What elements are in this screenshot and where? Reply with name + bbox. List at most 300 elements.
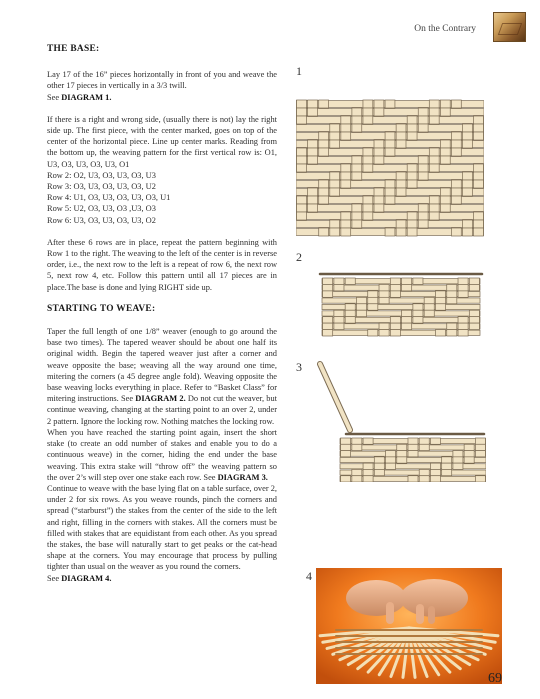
diagram-3-insert-stake xyxy=(300,356,486,482)
text-column xyxy=(47,44,277,584)
vertical-strip-segment xyxy=(352,124,362,132)
vertical-strip-segment xyxy=(429,116,439,124)
vertical-strip-segment xyxy=(429,156,439,164)
vertical-strip-segment xyxy=(440,204,450,212)
vertical-strip-segment xyxy=(345,317,355,323)
row-4: Row 4: U1, O3, U3, O3, U3, O3, U1 xyxy=(47,193,171,203)
vertical-strip-segment xyxy=(385,228,395,236)
vertical-strip-segment xyxy=(435,304,445,310)
vertical-strip-segment xyxy=(474,220,484,228)
vertical-strip-segment xyxy=(408,444,418,450)
vertical-strip-segment xyxy=(447,323,457,329)
vertical-strip-segment xyxy=(363,469,373,475)
vertical-strip-segment xyxy=(462,140,472,148)
vertical-strip-segment xyxy=(451,148,461,156)
vertical-strip-segment xyxy=(430,438,440,444)
vertical-strip-segment xyxy=(379,291,389,297)
vertical-strip-segment xyxy=(352,164,362,172)
vertical-strip-segment xyxy=(440,188,450,196)
vertical-strip-segment xyxy=(474,212,484,220)
vertical-strip-segment xyxy=(356,297,366,303)
vertical-strip-segment xyxy=(308,140,318,148)
vertical-strip-segment xyxy=(352,438,362,444)
vertical-strip-segment xyxy=(385,100,395,108)
vertical-strip-segment xyxy=(323,317,333,323)
page-number: 69 xyxy=(488,671,502,686)
vertical-strip-segment xyxy=(363,108,373,116)
vertical-strip-segment xyxy=(424,304,434,310)
vertical-strip-segment xyxy=(396,124,406,132)
vertical-strip-segment xyxy=(462,228,472,236)
vertical-strip-segment xyxy=(397,457,407,463)
vertical-strip-segment xyxy=(374,148,384,156)
vertical-strip-segment xyxy=(330,188,340,196)
paragraph-text: Taper the full length of one 1/8” weaver (enough to go around the base two times). The tapered weaver should be about one half its original width. Begin the tapered weaver just after a corner and weave opposite the base; weaving all the way around one time, mitering the corners (a 45 degree angle fold). Weaving opposite the base weaving locks everything in place. Refer to “Basket Class” for mitering instructions. See xyxy=(47,327,277,404)
vertical-strip-segment xyxy=(429,196,439,204)
vertical-strip-segment xyxy=(435,291,445,297)
see-text: See xyxy=(47,573,62,583)
vertical-strip-segment xyxy=(323,291,333,297)
vertical-strip-segment xyxy=(341,180,351,188)
vertical-strip-segment xyxy=(379,323,389,329)
vertical-strip-segment xyxy=(396,220,406,228)
vertical-strip-segment xyxy=(474,180,484,188)
vertical-strip-segment xyxy=(442,463,452,469)
vertical-strip-segment xyxy=(469,278,479,284)
vertical-strip-segment xyxy=(385,188,395,196)
vertical-strip-segment xyxy=(418,164,428,172)
horizontal-strip xyxy=(340,464,486,469)
vertical-strip-segment xyxy=(390,323,400,329)
base-heading: THE BASE: xyxy=(47,44,100,54)
vertical-strip-segment xyxy=(319,132,329,140)
vertical-strip-segment xyxy=(385,140,395,148)
vertical-strip-segment xyxy=(308,188,318,196)
vertical-strip-segment xyxy=(396,188,406,196)
vertical-strip-segment xyxy=(374,469,384,475)
vertical-strip-segment xyxy=(475,438,485,444)
vertical-strip-segment xyxy=(429,148,439,156)
vertical-strip-segment xyxy=(447,291,457,297)
vertical-strip-segment xyxy=(297,164,307,172)
vertical-strip-segment xyxy=(352,156,362,164)
vertical-strip-segment xyxy=(407,220,417,228)
vertical-strip-segment xyxy=(334,310,344,316)
vertical-strip-segment xyxy=(440,196,450,204)
vertical-strip-segment xyxy=(447,297,457,303)
vertical-strip-segment xyxy=(462,172,472,180)
vertical-strip-segment xyxy=(402,278,412,284)
vertical-strip-segment xyxy=(319,140,329,148)
vertical-strip-segment xyxy=(390,284,400,290)
vertical-strip-segment xyxy=(334,323,344,329)
vertical-strip-segment xyxy=(469,323,479,329)
vertical-strip-segment xyxy=(374,156,384,164)
diagram-4-number: 4 xyxy=(306,569,312,583)
vertical-strip-segment xyxy=(407,132,417,140)
row-6: Row 6: U3, O3, U3, O3, U3, O2 xyxy=(47,215,156,225)
vertical-strip-segment xyxy=(352,204,362,212)
horizontal-strip xyxy=(296,213,484,220)
vertical-strip-segment xyxy=(330,124,340,132)
vertical-strip-segment xyxy=(379,330,389,336)
vertical-strip-segment xyxy=(297,212,307,220)
vertical-strip-segment xyxy=(442,469,452,475)
paragraph-continue-weave: Continue to weave with the base lying flat on a table surface, over 2, under 2 for six rows. As you weave rounds, pinch the corners and spread (“starburst”) the stakes from the center of the side to the left and right, filling in the corners with stakes. All the corners must be filled with stakes that are equidistant from each other. As you spread the stakes, the base will naturally start to get peaks or the cat-head shape at the corners. You may encourage that process by pulling tighter than usual on the weaver as you round the corners. xyxy=(47,483,278,572)
vertical-strip-segment xyxy=(458,330,468,336)
vertical-strip-segment xyxy=(396,172,406,180)
paragraph-taper xyxy=(47,326,277,427)
row-5: Row 5: U2, O3, U3, O3 ,U3, O3 xyxy=(47,204,156,214)
vertical-strip-segment xyxy=(474,164,484,172)
vertical-strip-segment xyxy=(385,148,395,156)
vertical-strip-segment xyxy=(451,196,461,204)
vertical-strip-segment xyxy=(341,124,351,132)
vertical-strip-segment xyxy=(469,317,479,323)
paragraph-text: Lay 17 of the 16” pieces horizontally in front of you and weave the other 17 pieces in vertically in a 3/3 twill. xyxy=(47,70,277,91)
vertical-strip-segment xyxy=(374,204,384,212)
paragraph-lay-pieces xyxy=(47,69,277,103)
vertical-strip-segment xyxy=(407,228,417,236)
vertical-strip-segment xyxy=(413,310,423,316)
vertical-strip-segment xyxy=(469,284,479,290)
vertical-strip-segment xyxy=(442,457,452,463)
horizontal-strip xyxy=(296,109,484,116)
row-3: Row 3: O3, U3, O3, U3, O3, U2 xyxy=(47,182,156,192)
vertical-strip-segment xyxy=(418,116,428,124)
vertical-strip-segment xyxy=(374,196,384,204)
vertical-strip-segment xyxy=(297,204,307,212)
vertical-strip-segment xyxy=(407,124,417,132)
row-2: Row 2: O2, U3, O3, U3, O3, U3 xyxy=(47,170,156,180)
vertical-strip-segment xyxy=(458,317,468,323)
paragraph-repeat-pattern: After these 6 rows are in place, repeat the pattern beginning with Row 1 to the right. The weaving to the left of the center is in reverse order, i.e., the next row to the left is a repeat of row 6, the next row 5, next row 4, etc. Follow this pattern until all 17 pieces are in place.The base is done and lying RIGHT side up. xyxy=(47,237,277,292)
vertical-strip-segment xyxy=(308,156,318,164)
horizontal-strip xyxy=(296,125,484,132)
vertical-strip-segment xyxy=(330,140,340,148)
vertical-strip-segment xyxy=(330,180,340,188)
finger-shape xyxy=(428,606,435,624)
diagram-4-photo xyxy=(316,568,502,684)
vertical-strip-segment xyxy=(408,451,418,457)
vertical-strip-segment xyxy=(451,188,461,196)
vertical-strip-segment xyxy=(341,212,351,220)
vertical-strip-segment xyxy=(474,132,484,140)
vertical-strip-segment xyxy=(396,140,406,148)
vertical-strip-segment xyxy=(374,457,384,463)
vertical-strip-segment xyxy=(402,284,412,290)
diagram-2-strips xyxy=(320,274,482,336)
vertical-strip-segment xyxy=(458,323,468,329)
vertical-strip-segment xyxy=(418,108,428,116)
vertical-strip-segment xyxy=(319,228,329,236)
vertical-strip-segment xyxy=(440,156,450,164)
vertical-strip-segment xyxy=(319,100,329,108)
vertical-strip-segment xyxy=(464,451,474,457)
starting-heading: STARTING TO WEAVE: xyxy=(47,303,156,314)
vertical-strip-segment xyxy=(352,172,362,180)
vertical-strip-segment xyxy=(419,469,429,475)
horizontal-strip xyxy=(296,205,484,212)
vertical-strip-segment xyxy=(402,310,412,316)
vertical-strip-segment xyxy=(419,444,429,450)
finger-shape xyxy=(386,602,394,624)
vertical-strip-segment xyxy=(297,100,307,108)
vertical-strip-segment xyxy=(407,164,417,172)
vertical-strip-segment xyxy=(363,476,373,482)
vertical-strip-segment xyxy=(386,457,396,463)
vertical-strip-segment xyxy=(390,330,400,336)
vertical-strip-segment xyxy=(435,297,445,303)
vertical-strip-segment xyxy=(352,108,362,116)
vertical-strip-segment xyxy=(402,323,412,329)
vertical-strip-segment xyxy=(397,444,407,450)
vertical-strip-segment xyxy=(334,284,344,290)
vertical-strip-segment xyxy=(352,116,362,124)
vertical-strip-segment xyxy=(418,156,428,164)
vertical-strip-segment xyxy=(297,196,307,204)
vertical-strip-segment xyxy=(458,284,468,290)
vertical-strip-segment xyxy=(385,196,395,204)
vertical-strip-segment xyxy=(341,132,351,140)
vertical-strip-segment xyxy=(474,124,484,132)
vertical-strip-segment xyxy=(356,304,366,310)
vertical-strip-segment xyxy=(429,108,439,116)
vertical-strip-segment xyxy=(368,304,378,310)
diagram-2-number: 2 xyxy=(296,250,302,264)
vertical-strip-segment xyxy=(419,476,429,482)
diagram-3-number: 3 xyxy=(296,360,302,374)
vertical-strip-segment xyxy=(352,469,362,475)
vertical-strip-segment xyxy=(330,228,340,236)
vertical-strip-segment xyxy=(475,444,485,450)
vertical-strip-segment xyxy=(341,172,351,180)
vertical-strip-segment xyxy=(319,188,329,196)
vertical-strip-segment xyxy=(402,317,412,323)
header-thumbnail-image xyxy=(493,12,526,42)
vertical-strip-segment xyxy=(323,323,333,329)
vertical-strip-segment xyxy=(374,140,384,148)
vertical-strip-segment xyxy=(464,444,474,450)
vertical-strip-segment xyxy=(341,451,351,457)
vertical-strip-segment xyxy=(297,116,307,124)
diagram-2-locking-row xyxy=(318,262,484,340)
vertical-strip-segment xyxy=(363,196,373,204)
horizontal-strip xyxy=(296,165,484,172)
vertical-strip-segment xyxy=(462,180,472,188)
horizontal-strip xyxy=(296,157,484,164)
vertical-strip-segment xyxy=(453,457,463,463)
diagram-3-ref: DIAGRAM 3. xyxy=(217,472,268,482)
vertical-strip-segment xyxy=(386,451,396,457)
vertical-strip-segment xyxy=(363,164,373,172)
vertical-strip-segment xyxy=(363,116,373,124)
vertical-strip-segment xyxy=(407,212,417,220)
vertical-strip-segment xyxy=(451,100,461,108)
vertical-strip-segment xyxy=(385,180,395,188)
left-hand-shape xyxy=(346,580,406,616)
vertical-strip-segment xyxy=(363,438,373,444)
vertical-strip-segment xyxy=(430,463,440,469)
vertical-strip-segment xyxy=(334,278,344,284)
paragraph-short-stake xyxy=(47,427,277,483)
vertical-strip-segment xyxy=(352,476,362,482)
vertical-strip-segment xyxy=(462,124,472,132)
vertical-strip-segment xyxy=(451,132,461,140)
vertical-strip-segment xyxy=(418,220,428,228)
vertical-strip-segment xyxy=(345,304,355,310)
paragraph-text: Do not cut the weaver, but continue weaving, changing at the starting point to an over 2, under 2 pattern. Ignore the locking row. Nothing matches the locking row. xyxy=(47,394,277,426)
vertical-strip-segment xyxy=(462,132,472,140)
vertical-strip-segment xyxy=(447,284,457,290)
vertical-strip-segment xyxy=(424,297,434,303)
vertical-strip-segment xyxy=(390,291,400,297)
vertical-strip-segment xyxy=(379,297,389,303)
vertical-strip-segment xyxy=(440,100,450,108)
vertical-strip-segment xyxy=(341,116,351,124)
vertical-strip-segment xyxy=(308,148,318,156)
vertical-strip-segment xyxy=(447,330,457,336)
vertical-strip-segment xyxy=(356,310,366,316)
diagram-4-ref: DIAGRAM 4. xyxy=(61,573,112,583)
vertical-strip-segment xyxy=(462,188,472,196)
horizontal-strip xyxy=(296,173,484,180)
vertical-strip-segment xyxy=(390,317,400,323)
vertical-strip-segment xyxy=(341,476,351,482)
vertical-strip-segment xyxy=(330,220,340,228)
vertical-strip-segment xyxy=(396,132,406,140)
vertical-strip-segment xyxy=(341,220,351,228)
vertical-strip-segment xyxy=(440,108,450,116)
vertical-strip-segment xyxy=(396,228,406,236)
vertical-strip-segment xyxy=(475,476,485,482)
vertical-strip-segment xyxy=(386,463,396,469)
vertical-strip-segment xyxy=(341,228,351,236)
vertical-strip-segment xyxy=(451,140,461,148)
vertical-strip-segment xyxy=(323,284,333,290)
diagram-2-ref: DIAGRAM 2. xyxy=(135,394,186,404)
vertical-strip-segment xyxy=(363,156,373,164)
vertical-strip-segment xyxy=(418,124,428,132)
vertical-strip-segment xyxy=(334,317,344,323)
vertical-strip-segment xyxy=(363,204,373,212)
vertical-strip-segment xyxy=(424,310,434,316)
paragraph-right-side: If there is a right and wrong side, (usually there is not) lay the right side up. The first piece, with the center marked, goes on top of the center of the horizontal piece. Line up center marks. Reading from the bottom up, the weaving pattern for the first vertical row is: O1, U3, O3, U3, O3, U3, O1 xyxy=(47,114,277,169)
vertical-strip-segment xyxy=(374,463,384,469)
vertical-strip-segment xyxy=(345,310,355,316)
vertical-strip-segment xyxy=(474,116,484,124)
vertical-strip-segment xyxy=(413,317,423,323)
vertical-strip-segment xyxy=(397,451,407,457)
vertical-strip-segment xyxy=(352,444,362,450)
vertical-strip-segment xyxy=(363,212,373,220)
vertical-strip-segment xyxy=(464,457,474,463)
vertical-strip-segment xyxy=(458,291,468,297)
vertical-strip-segment xyxy=(418,212,428,220)
vertical-strip-segment xyxy=(469,310,479,316)
vertical-strip-segment xyxy=(390,278,400,284)
vertical-strip-segment xyxy=(474,172,484,180)
paragraph-text: When you have reached the starting point again, insert the short stake (to create an odd number of stakes and enable you to do a continuous weave) in the corner, hiding the end under the base weaving. This extra stake will “throw off” the weaving pattern so the over 2’s will step over one stake each row. See xyxy=(47,427,277,482)
horizontal-strip xyxy=(296,117,484,124)
vertical-strip-segment xyxy=(345,278,355,284)
vertical-strip-segment xyxy=(429,204,439,212)
vertical-strip-segment xyxy=(453,463,463,469)
vertical-strip-segment xyxy=(407,116,417,124)
vertical-strip-segment xyxy=(374,108,384,116)
horizontal-strip xyxy=(296,221,484,228)
vertical-strip-segment xyxy=(352,212,362,220)
vertical-strip-segment xyxy=(429,164,439,172)
vertical-strip-segment xyxy=(330,172,340,180)
vertical-strip-segment xyxy=(407,180,417,188)
diagram-3-strips xyxy=(320,364,486,482)
vertical-strip-segment xyxy=(430,476,440,482)
vertical-strip-segment xyxy=(408,438,418,444)
vertical-strip-segment xyxy=(297,148,307,156)
paragraph-see-diagram-4 xyxy=(47,573,277,584)
vertical-strip-segment xyxy=(363,148,373,156)
vertical-strip-segment xyxy=(475,451,485,457)
vertical-strip-segment xyxy=(297,156,307,164)
vertical-strip-segment xyxy=(319,180,329,188)
vertical-strip-segment xyxy=(451,180,461,188)
vertical-strip-segment xyxy=(451,228,461,236)
vertical-strip-segment xyxy=(363,463,373,469)
vertical-strip-segment xyxy=(407,172,417,180)
vertical-strip-segment xyxy=(308,100,318,108)
vertical-strip-segment xyxy=(374,188,384,196)
header-title: On the Contrary xyxy=(414,24,476,34)
see-text: See xyxy=(47,92,62,102)
diagram-1-number: 1 xyxy=(296,64,302,78)
vertical-strip-segment xyxy=(440,140,450,148)
vertical-strip-segment xyxy=(458,278,468,284)
vertical-strip-segment xyxy=(413,304,423,310)
vertical-strip-segment xyxy=(385,132,395,140)
vertical-strip-segment xyxy=(352,220,362,228)
vertical-strip-segment xyxy=(462,220,472,228)
vertical-strip-segment xyxy=(308,108,318,116)
vertical-strip-segment xyxy=(319,148,329,156)
vertical-strip-segment xyxy=(413,278,423,284)
vertical-strip-segment xyxy=(341,164,351,172)
vertical-strip-segment xyxy=(419,438,429,444)
vertical-strip-segment xyxy=(363,100,373,108)
vertical-strip-segment xyxy=(396,180,406,188)
vertical-strip-segment xyxy=(319,196,329,204)
vertical-strip-segment xyxy=(308,196,318,204)
vertical-strip-segment xyxy=(408,476,418,482)
diagram-1-ref: DIAGRAM 1. xyxy=(61,92,112,102)
vertical-strip-segment xyxy=(418,172,428,180)
vertical-strip-segment xyxy=(429,212,439,220)
inserted-stake-fill xyxy=(320,364,350,430)
vertical-strip-segment xyxy=(418,204,428,212)
vertical-strip-segment xyxy=(323,330,333,336)
diagram-1-twill-base xyxy=(296,98,484,238)
diagram-1-strips xyxy=(296,100,484,236)
vertical-strip-segment xyxy=(323,278,333,284)
vertical-strip-segment xyxy=(341,444,351,450)
vertical-strip-segment xyxy=(368,297,378,303)
vertical-strip-segment xyxy=(379,284,389,290)
vertical-strip-segment xyxy=(297,108,307,116)
vertical-strip-segment xyxy=(440,148,450,156)
vertical-strip-segment xyxy=(330,132,340,140)
vertical-strip-segment xyxy=(341,438,351,444)
finger-shape xyxy=(416,604,424,624)
